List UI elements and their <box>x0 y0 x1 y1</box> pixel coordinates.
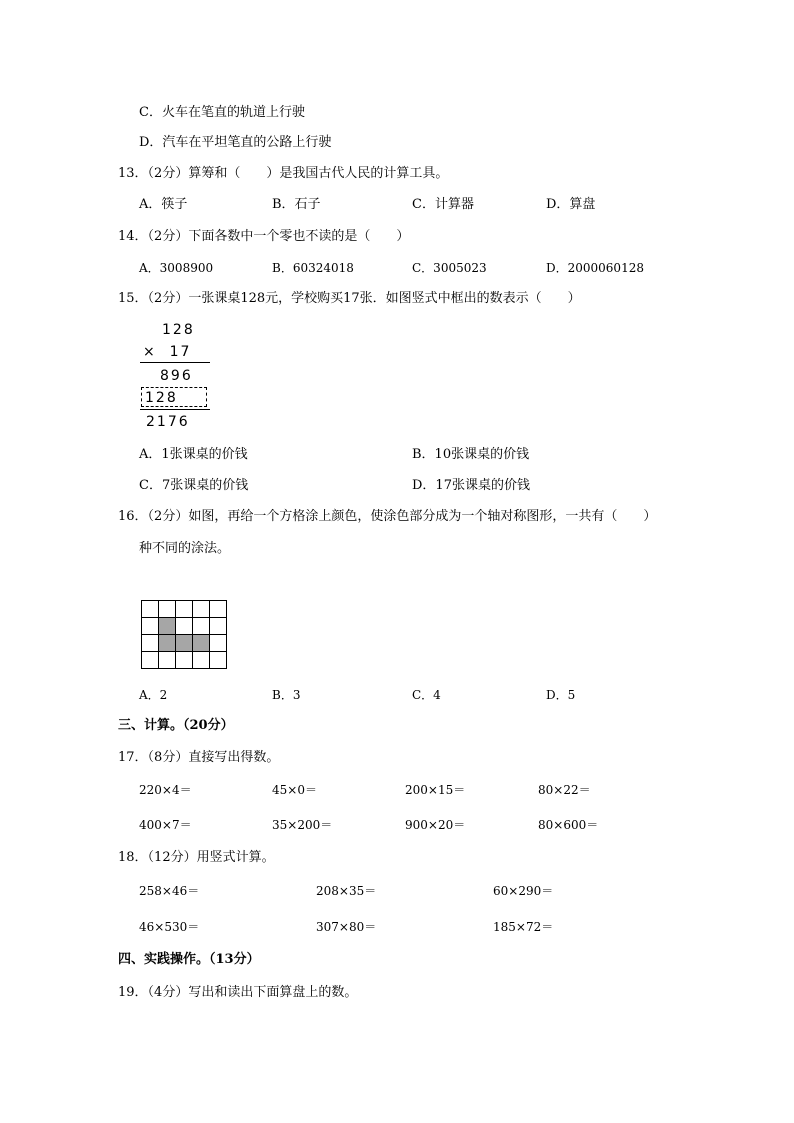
q14-option-b: B．60324018 <box>272 261 354 275</box>
partial-product-1: 896 <box>160 368 193 384</box>
grid-cell <box>210 618 227 635</box>
q13-option-b: B．石子 <box>272 197 321 212</box>
q17-item: 900×20＝ <box>405 818 466 832</box>
q17-item: 80×600＝ <box>538 818 599 832</box>
q14-option-d: D．2000060128 <box>546 261 644 275</box>
q16-stem-line1: 16．（2分）如图，再给一个方格涂上颜色，使涂色部分成为一个轴对称图形，一共有（ ） <box>118 509 657 524</box>
q18-item: 258×46＝ <box>139 884 200 898</box>
q18-item: 60×290＝ <box>493 884 554 898</box>
q17-stem: 17．（8分）直接写出得数。 <box>118 750 280 765</box>
rule-line-2 <box>140 409 210 410</box>
grid-cell <box>176 618 193 635</box>
grid-cell <box>176 601 193 618</box>
grid-cell <box>142 635 159 652</box>
q17-item: 400×7＝ <box>139 818 192 832</box>
q17-item: 35×200＝ <box>272 818 333 832</box>
grid-cell <box>142 601 159 618</box>
q19-stem: 19．（4分）写出和读出下面算盘上的数。 <box>118 985 358 1000</box>
q14-option-c: C．3005023 <box>412 261 487 275</box>
product: 2176 <box>146 414 190 430</box>
q16-stem-line2: 种不同的涂法。 <box>139 541 231 556</box>
q14-option-a: A．3008900 <box>139 261 214 275</box>
section-4-title: 四、实践操作。（13分） <box>118 952 260 967</box>
q17-item: 220×4＝ <box>139 783 192 797</box>
grid-cell <box>142 618 159 635</box>
q15-option-a: A．1张课桌的价钱 <box>139 447 248 462</box>
q18-stem: 18．（12分）用竖式计算。 <box>118 850 275 865</box>
q16-option-d: D．5 <box>546 688 576 702</box>
q18-item: 185×72＝ <box>493 920 554 934</box>
q15-option-d: D．17张课桌的价钱 <box>412 478 530 493</box>
q14-stem: 14．（2分）下面各数中一个零也不读的是（ ） <box>118 229 410 244</box>
grid-cell <box>193 652 210 669</box>
q16-option-c: C．4 <box>412 688 441 702</box>
q13-option-c: C．计算器 <box>412 197 474 212</box>
q12-option-c: C．火车在笔直的轨道上行驶 <box>139 105 305 120</box>
q18-item: 307×80＝ <box>316 920 377 934</box>
q13-stem: 13．（2分）算筹和（ ）是我国古代人民的计算工具。 <box>118 166 449 181</box>
grid-cell <box>193 601 210 618</box>
grid-cell-filled <box>159 618 176 635</box>
grid-cell-filled <box>159 635 176 652</box>
grid-cell-filled <box>176 635 193 652</box>
grid-cell <box>193 618 210 635</box>
grid-cell <box>210 601 227 618</box>
q15-option-b: B．10张课桌的价钱 <box>412 447 530 462</box>
q15-option-c: C．7张课桌的价钱 <box>139 478 249 493</box>
grid-cell <box>142 652 159 669</box>
q12-option-d: D．汽车在平坦笔直的公路上行驶 <box>139 135 332 150</box>
section-3-title: 三、计算。（20分） <box>118 718 234 733</box>
grid-cell <box>176 652 193 669</box>
q13-option-d: D．算盘 <box>546 197 596 212</box>
grid-cell <box>159 601 176 618</box>
grid-cell <box>210 652 227 669</box>
q17-item: 45×0＝ <box>272 783 317 797</box>
q17-item: 200×15＝ <box>405 783 466 797</box>
rule-line-1 <box>140 362 210 363</box>
q16-option-b: B．3 <box>272 688 301 702</box>
square-grid <box>141 600 227 669</box>
grid-cell <box>159 652 176 669</box>
multiplier: × 17 <box>143 344 192 360</box>
q18-item: 46×530＝ <box>139 920 200 934</box>
q13-option-a: A．筷子 <box>139 197 188 212</box>
partial-product-2: 128 <box>145 390 178 406</box>
q18-item: 208×35＝ <box>316 884 377 898</box>
multiplicand: 128 <box>162 322 195 338</box>
grid-cell <box>210 635 227 652</box>
q16-option-a: A．2 <box>139 688 168 702</box>
grid-cell-filled <box>193 635 210 652</box>
q15-stem: 15．（2分）一张课桌128元，学校购买17张．如图竖式中框出的数表示（ ） <box>118 291 581 306</box>
q17-item: 80×22＝ <box>538 783 591 797</box>
